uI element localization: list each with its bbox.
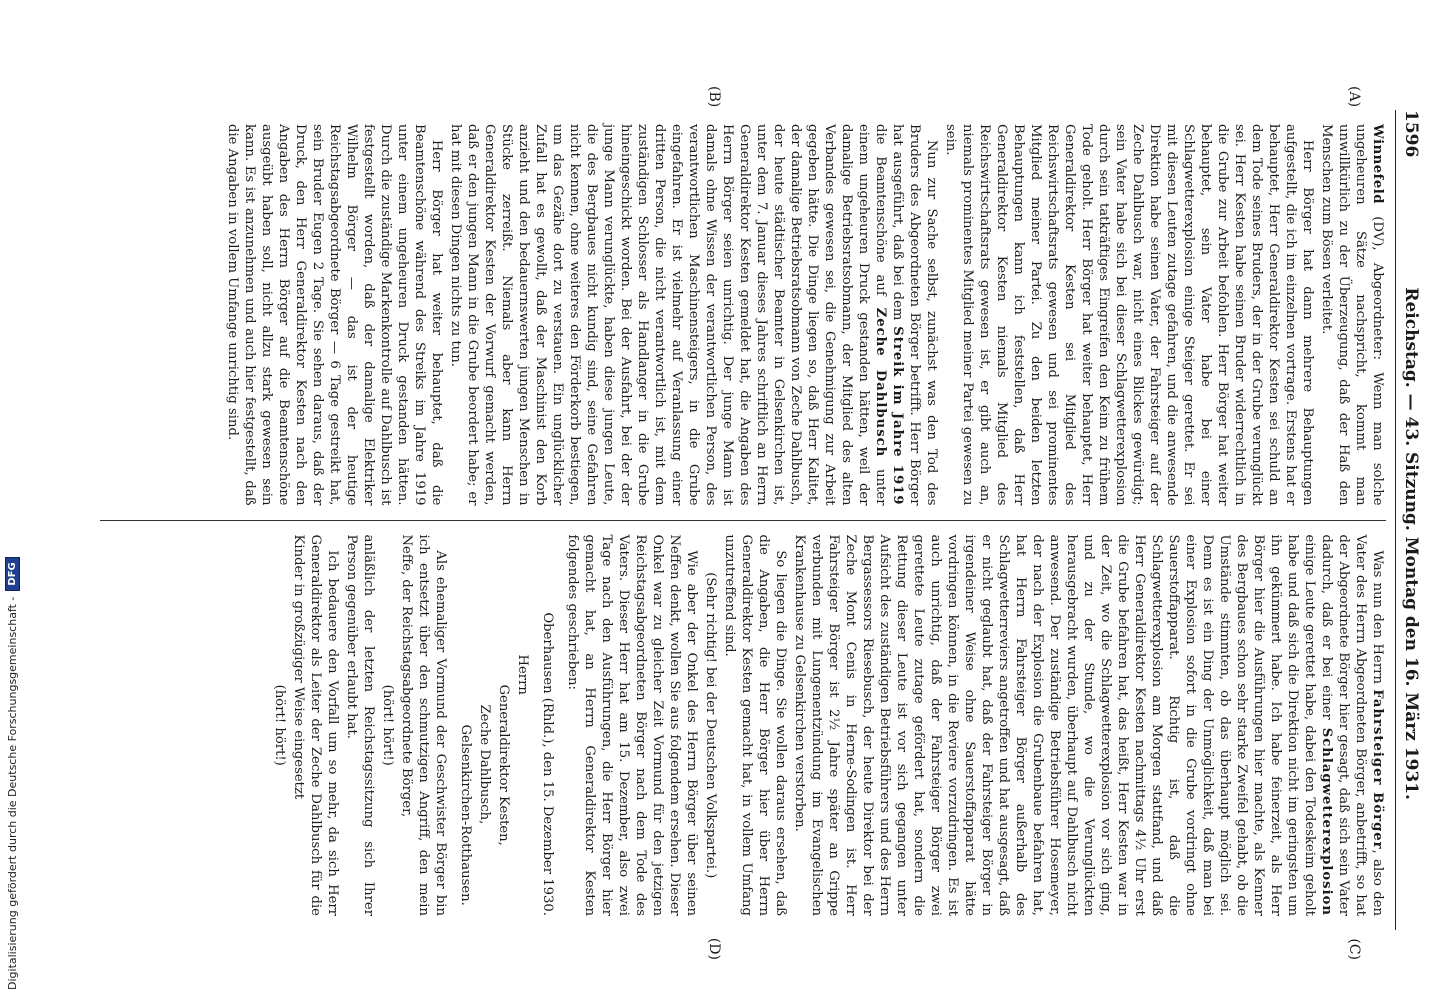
letter-paragraph: Ich bedauere den Vorfall um so mehr, da sich Herr Generaldirektor als Leiter der Zeche Dahlbusch für die Kinder in großzügiger Weise eingesetzt xyxy=(291,534,340,916)
paragraph-text: einige Leute gerettet habe, dabei den Todeskeim geholt habe und daß sich die Direktion nicht im geringsten um ihn gekümmert habe. Ich habe feinerzeit, als Herr Börger hier die Ausführungen hier machte, als Kenner des Bergbaues schon sehr starke Zweifel gehabt, ob die Umstände stimmten, ob das überhaupt möglich sei. Denn es ist ein Ding der Unmöglichkeit, daß man bei einer Explosion sofort in die Grube vordringt ohne Sauerstoffapparat. Richtig ist, daß die Schlagwetterexplosion am Morgen stattfand, und daß Herr Generaldirektor Kesten nachmittags 4½ Uhr erst die Grube befahren hat, das heißt, Herr Kesten war in der Zeit, wo die Schlagwetterexplosion vor sich ging, und zu der Stunde, wo die Verunglückten herausgebracht wurden, überhaupt auf Dahlbusch nicht anwesend. Der zuständige Betriebsführer Hosemeyer, der nach der Explosion die Grubenbaue befahren hat, hat Herrn Fahrsteiger Börger außerhalb des Schlagwetterreviers angetroffen und hat ausgesagt, daß er nicht geglaubt hat, daß der Fahrsteiger Börger in irgendeiner Weise ohne Sauerstoffapparat hätte vordringen können, in die Reviere vorzudringen. Es ist auch unrichtig, daß der Fahrsteiger Börger zwei gerettete Leute zutage gefördert hat, sondern die Rettung dieser Leute ist vor sich gegangen unter Aufsicht des zuständigen Betriebsführers und des Herrn Bergassessors Riesebusch, der heute Direktor bei der Zeche Mont Cenis in Herne-Sodingen ist. Herr Fahrsteiger Börger ist 2½ Jahre später an Grippe verbunden mit Lungenentzündung im Evangelischen Krankenhause zu Gelsenkirchen verstorben. xyxy=(792,534,1317,916)
margin-mark-a: (A) xyxy=(1346,86,1362,108)
footer-credit-text: Digitalisierung gefördert durch die Deutsche Forschungsgemeinschaft - xyxy=(5,596,19,990)
paragraph: Herr Börger hat weiter behauptet, daß die Beamtenschöne während des Streiks im Jahre 1919 unter einem ungeheuren Druck gestanden hätten. Durch die zuständige Markenkontrolle auf Dahlbusch ist festgestellt worden, daß der damalige Elektriker Wilhelm Börger — das ist der heutige Reichstagsabgeordnete Börger — 6 Tage gestreikt hat, sein Bruder Eugen 2 Tage. Sie sehen daraus, daß der Druck, den Herr Generaldirektor Kesten nach den Angaben des Herrn Börger auf die Beamtenschöne ausgeübt haben soll, nicht allzu stark gewesen sein kann. Es ist anzunehmen und auch hier festgestellt, daß die Angaben in vollem Umfange unrichtig sind. xyxy=(225,124,444,506)
paragraph xyxy=(791,535,1386,917)
page-number: 1596 xyxy=(1401,110,1421,158)
letter-paragraph: anläßlich der letzten Reichstagssitzung sich Ihrer Person gegenüber erlaubt hat. xyxy=(344,534,376,916)
right-column xyxy=(100,520,1386,931)
paragraph-text: , also den Vater des Herrn Abgeordneten Börger, anbetrifft, so hat der Abgeordnete Börger hier gesagt, daß sich sein Vater dadurch, daß er bei einer xyxy=(1319,534,1385,916)
letter-address-line: Zeche Dahlbusch, xyxy=(477,704,492,825)
footer-credit-strip xyxy=(2,0,22,1000)
paragraph-text: (DV), Abgeordneter: Wenn man solche ungeheuren Sätze nachspricht, kommt man unwillkürlich zu der Überzeugung, daß der Haß den Menschen zum Bösen verleitet. xyxy=(1319,124,1385,506)
interjection: (hört! hört!) xyxy=(272,684,287,766)
emphasis-text: Streik im Jahre 1919 xyxy=(890,326,905,506)
emphasis-text: Schlagwetterexplosion xyxy=(1319,727,1334,916)
emphasis-text: Zeche Dahlbusch xyxy=(873,307,888,458)
text-columns xyxy=(100,110,1386,930)
interjection: (Sehr richtig! bei der Deutschen Volkspartei.) xyxy=(703,572,718,879)
paragraph-text: Was nun den Herrn xyxy=(1370,550,1385,690)
letter-address-line: Gelsenkirchen-Rotthausen. xyxy=(458,724,473,906)
margin-mark-d: (D) xyxy=(706,937,722,960)
paragraph-text: die Beamtenschöne auf xyxy=(873,124,888,308)
paragraph xyxy=(447,124,940,506)
letter-paragraph: Als ehemaliger Vormund der Geschwister Börger bin ich entsetzt über den schmutzigen Angriff, den mein Neffe, der Reichstagsabgeordnete Börger, xyxy=(399,534,448,916)
speaker-name: Winnefeld xyxy=(1370,124,1385,204)
paragraph-text: Nun zur Sache selbst, zunächst was den Tod des Bruders des Abgeordneten Börger betrifft. Herr Börger hat ausgeführt, daß bei dem xyxy=(890,124,939,506)
margin-mark-b: (B) xyxy=(706,86,722,108)
letter-address-line: Herrn xyxy=(515,654,530,695)
page-header xyxy=(1395,110,1426,930)
dfg-logo-icon: DFG xyxy=(5,557,20,590)
paragraph: So liegen die Dinge. Sie wollen daraus ersehen, daß die Angaben, die Herr Börger hier über Herrn Generaldirektor Kesten gemacht hat, in vollem Umfang unzutreffend sind. xyxy=(722,534,788,916)
letter-place-date: Oberhausen (Rhld.), den 15. Dezember 1930. xyxy=(540,612,555,916)
letter-address-line: Generaldirektor Kesten, xyxy=(496,684,511,846)
left-column xyxy=(100,110,1386,520)
margin-mark-c: (C) xyxy=(1346,938,1362,960)
emphasis-text: Fahrsteiger Börger xyxy=(1370,689,1385,850)
paragraph: Herr Börger hat dann mehrere Behauptungen aufgestellt, die ich im einzelnen vortrage. Erstens hat er behauptet, Herr Generaldirektor Kesten sei schuld an dem Tode seines Bruders, der in der Grube verunglückt sei. Herr Kesten habe seinen Bruder widerrechtlich in die Grube zur Arbeit befohlen. Herr Börger hat weiter behauptet, sein Vater habe bei einer Schlagwetterexplosion einige Steiger gerettet. Er sei mit diesen Leuten zutage gefahren, und die anwesende Direktion habe seinen Vater, der Fahrsteiger auf der Zeche Dahlbusch war, nicht eines Blickes gewürdigt; sein Vater habe sich bei dieser Schlagwetterexplosion durch sein tatkräftiges Eingreifen den Keim zu frühem Tode geholt. Herr Börger hat weiter behauptet, Herr Generaldirektor Kesten sei Mitglied des Reichswirtschaftsrats gewesen und sei prominentes Mitglied meiner Partei. Zu den beiden letzten Behauptungen kann ich feststellen, daß Herr Generaldirektor Kesten niemals Mitglied des Reichswirtschaftsrats gewesen ist, er gibt auch an, niemals prominentes Mitglied meiner Partei gewesen zu sein. xyxy=(943,124,1315,506)
paragraph-text: unter einem ungeheuren Druck gestanden hätten, weil der damalige Betriebsratsobmann, der Mitglied des alten Verbandes gewesen sei, die Genehmigung zur Arbeit gegeben hätte. Die Dinge liegen so, daß Herr Kalitet, der damalige Betriebsratsobmann von Zeche Dahlbusch, der heute städtischer Beamter in Gelsenkirchen ist, unter dem 7. Januar dieses Jahres schriftlich an Herrn Generaldirektor Kesten gemeldet hat, die Angaben des Herrn Börger seien unrichtig. Der junge Mann ist damals ohne Wissen der verantwortlichen Person, des verantwortlichen Maschinensteigers, in die Grube eingefahren. Er ist vielmehr auf Veranlassung einer dritten Person, die nicht verantwortlich ist, mit dem zuständigen Schlosser als Handlanger in die Grube hineingeschickt worden. Bei der Ausfahrt, bei der der junge Mann verunglückte, haben diese jungen Leute, die des Bergbaues nicht kundig sind, seine Gefahren nicht kennen, ohne weiteres den Förderkorb bestiegen, um das Gezähe dort zu verstauen. Ein unglücklicher Zufall hat es gewollt, daß der Maschinist den Korb anzieht und den bedauernswerten jungen Menschen in Stücke zerreißt. Niemals aber kann Herrn Generaldirektor Kesten der Vorwurf gemacht werden, daß er den jungen Mann in die Grube beordert habe; er hat mit diesen Dingen nichts zu tun. xyxy=(448,124,888,506)
running-title: Reichstag. — 43. Sitzung. Montag den 16. März 1931. xyxy=(1401,287,1421,800)
paragraph: Wie aber der Onkel des Herrn Börger über seinen Neffen denkt, wollen Sie aus folgendem ersehen. Dieser Onkel war zu gleicher Zeit Vormund für den jetzigen Reichstagsabgeordneten Börger nach dem Tode des Vaters. Dieser Herr hat am 15. Dezember, also zwei Tage nach den Ausführungen, die Herr Börger hier gemacht hat, an Herrn Generaldirektor Kesten folgendes geschrieben: xyxy=(565,534,699,916)
interjection: (hört! hört!) xyxy=(380,684,395,766)
paragraph xyxy=(1318,124,1386,506)
